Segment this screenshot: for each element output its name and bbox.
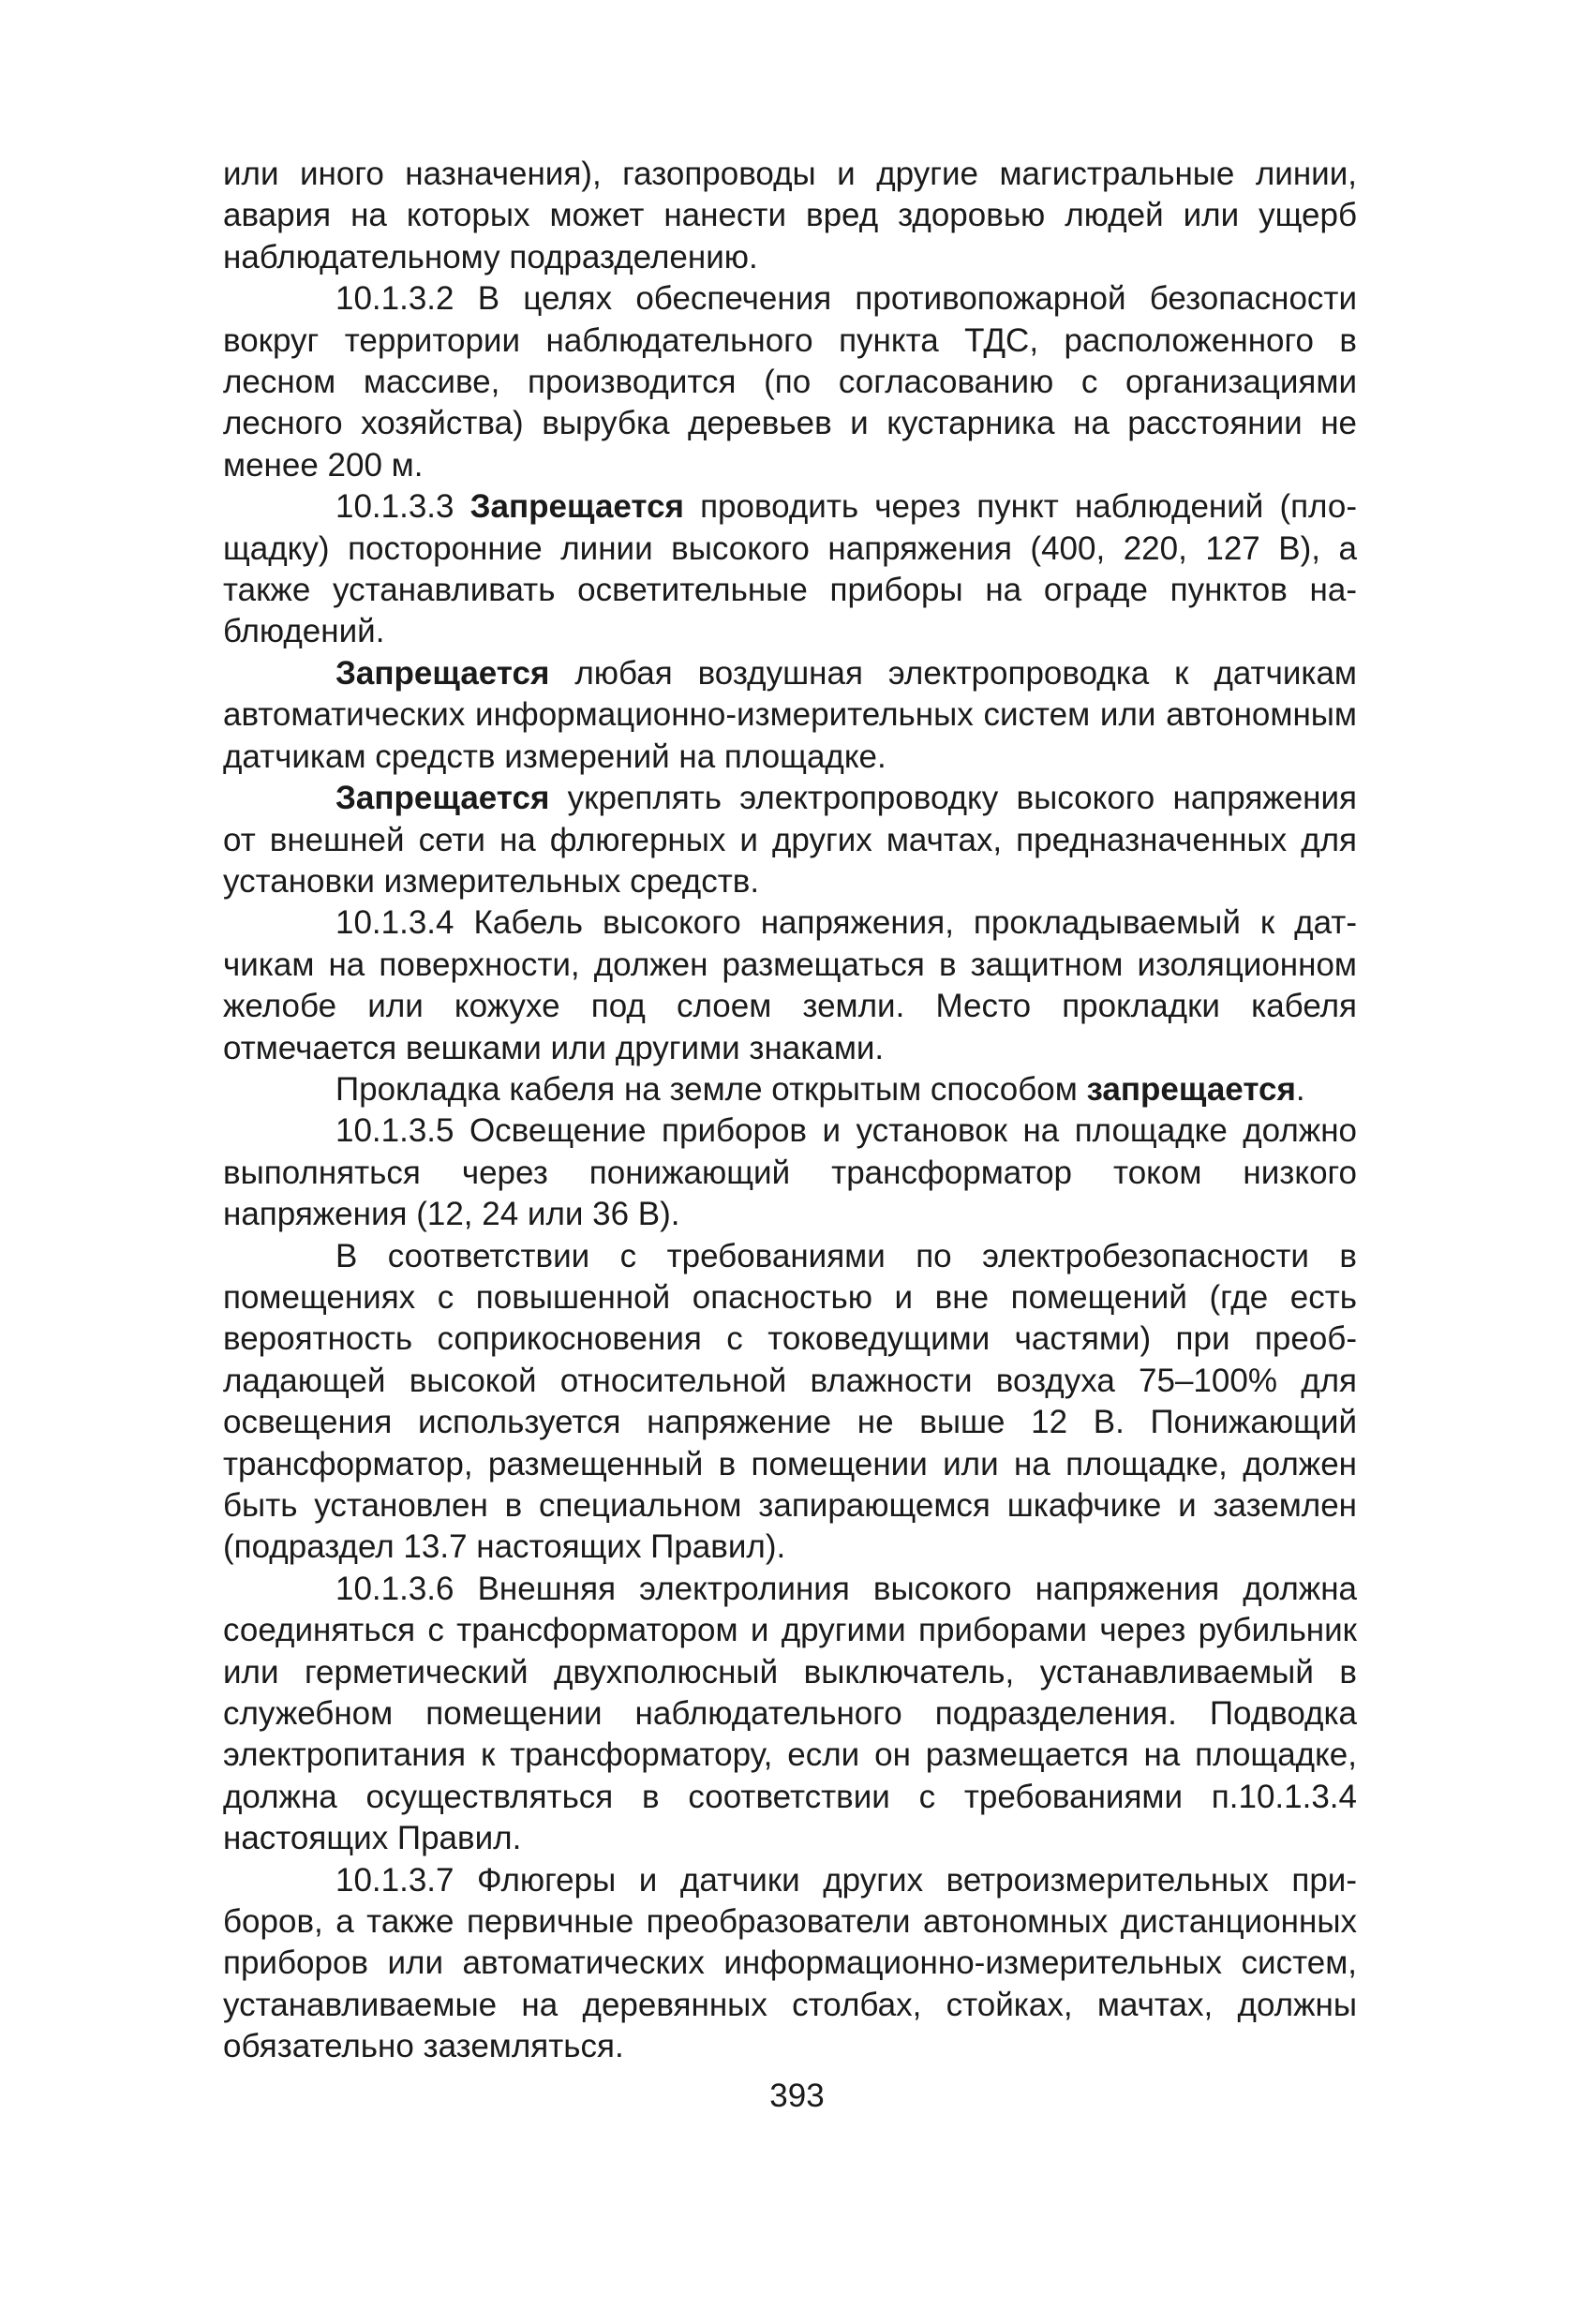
- paragraph-continuation: [223, 154, 1357, 278]
- text-run: В соответствии с требованиями по электробезопасности в помещениях с повышенной опасностью и вне помещений (где есть вероятность соприкосновения с токоведущими частями) при преобладающей высокой относительной влажности воздуха 75–100% для освещения используется напряжение не выше 12 В. Понижающий трансформатор, размещенный в помещении или на площадке, должен быть установлен в специальном запирающемся шкафчике и заземлен (подраздел 13.7 настоящих Правил).: [223, 1237, 1357, 1566]
- bold-prohibition: Запрещается: [335, 780, 550, 817]
- text-run: 10.1.3.3: [335, 488, 470, 526]
- text-run: любая воздушная электропроводка к датчикам автоматических информационно-измерительных систем или автономным датчикам средств измерений на площадке.: [223, 654, 1357, 775]
- bold-prohibition: Запрещается: [335, 654, 550, 692]
- text-run: .: [1295, 1070, 1305, 1108]
- text-run: Прокладка кабеля на земле открытым способом: [335, 1070, 1087, 1108]
- text-run: 10.1.3.7 Флюгеры и датчики других ветроизмерительных приборов, а также первичные преобразователи автономных дистанционных приборов или автоматических информационно-измерительных систем, устанавливаемые на деревянных столбах, стойках, мачтах, должны обязательно заземляться.: [223, 1861, 1357, 2065]
- paragraph-10-1-3-2: [223, 278, 1357, 486]
- text-run: или иного назначения), газопроводы и другие магистральные линии, авария на которых может нанести вред здоровью людей или ущерб наблюдательному подразделению.: [223, 156, 1357, 276]
- paragraph-cable-laying: [223, 1069, 1357, 1110]
- text-run: 10.1.3.2 В целях обеспечения противопожарной безопасности вокруг территории наблюдательного пункта ТДС, расположенного в лесном массиве, производится (по согласованию с организациями лесного хозяйства) вырубка деревьев и кустарника на расстоянии не менее 200 м.: [223, 280, 1357, 484]
- paragraph-electrical-safety: [223, 1236, 1357, 1569]
- page-number: 393: [769, 2078, 825, 2114]
- document-body: [223, 154, 1357, 2068]
- paragraph-10-1-3-7: [223, 1860, 1357, 2068]
- paragraph-prohibition-overhead-wiring: [223, 653, 1357, 778]
- text-run: 10.1.3.6 Внешняя электролиния высокого напряжения должна соединяться с трансформатором и другими приборами через рубильник или герметический двухполюсный выключатель, устанавливаемый в служебном помещении наблюдательного подразделения. Подводка электропитания к трансформатору, если он размещается на площадке, должна осуществляться в соответствии с требованиями п.10.1.3.4 настоящих Правил.: [223, 1570, 1357, 1857]
- text-run: проводить через пункт наблюдений (площадку) посторонние линии высокого напряжения (400, 220, 127 В), а также устанавливать осветительные приборы на ограде пунктов наблюдений.: [223, 488, 1357, 650]
- paragraph-10-1-3-5: [223, 1110, 1357, 1235]
- text-run: 10.1.3.4 Кабель высокого напряжения, прокладываемый к датчикам на поверхности, должен размещаться в защитном изоляционном желобе или кожухе под слоем земли. Место прокладки кабеля отмечается вешками или другими знаками.: [223, 904, 1357, 1066]
- bold-prohibition: Запрещается: [469, 488, 684, 526]
- paragraph-10-1-3-4: [223, 902, 1357, 1069]
- paragraph-prohibition-mast-wiring: [223, 778, 1357, 902]
- bold-prohibition: запрещается: [1086, 1070, 1296, 1108]
- text-run: 10.1.3.5 Освещение приборов и установок на площадке должно выполняться через понижающий трансформатор током низкого напряжения (12, 24 или 36 В).: [223, 1112, 1357, 1233]
- paragraph-10-1-3-3: [223, 486, 1357, 653]
- text-run: укреплять электропроводку высокого напряжения от внешней сети на флюгерных и других мачтах, предназначенных для установки измерительных средств.: [223, 780, 1357, 900]
- paragraph-10-1-3-6: [223, 1569, 1357, 1860]
